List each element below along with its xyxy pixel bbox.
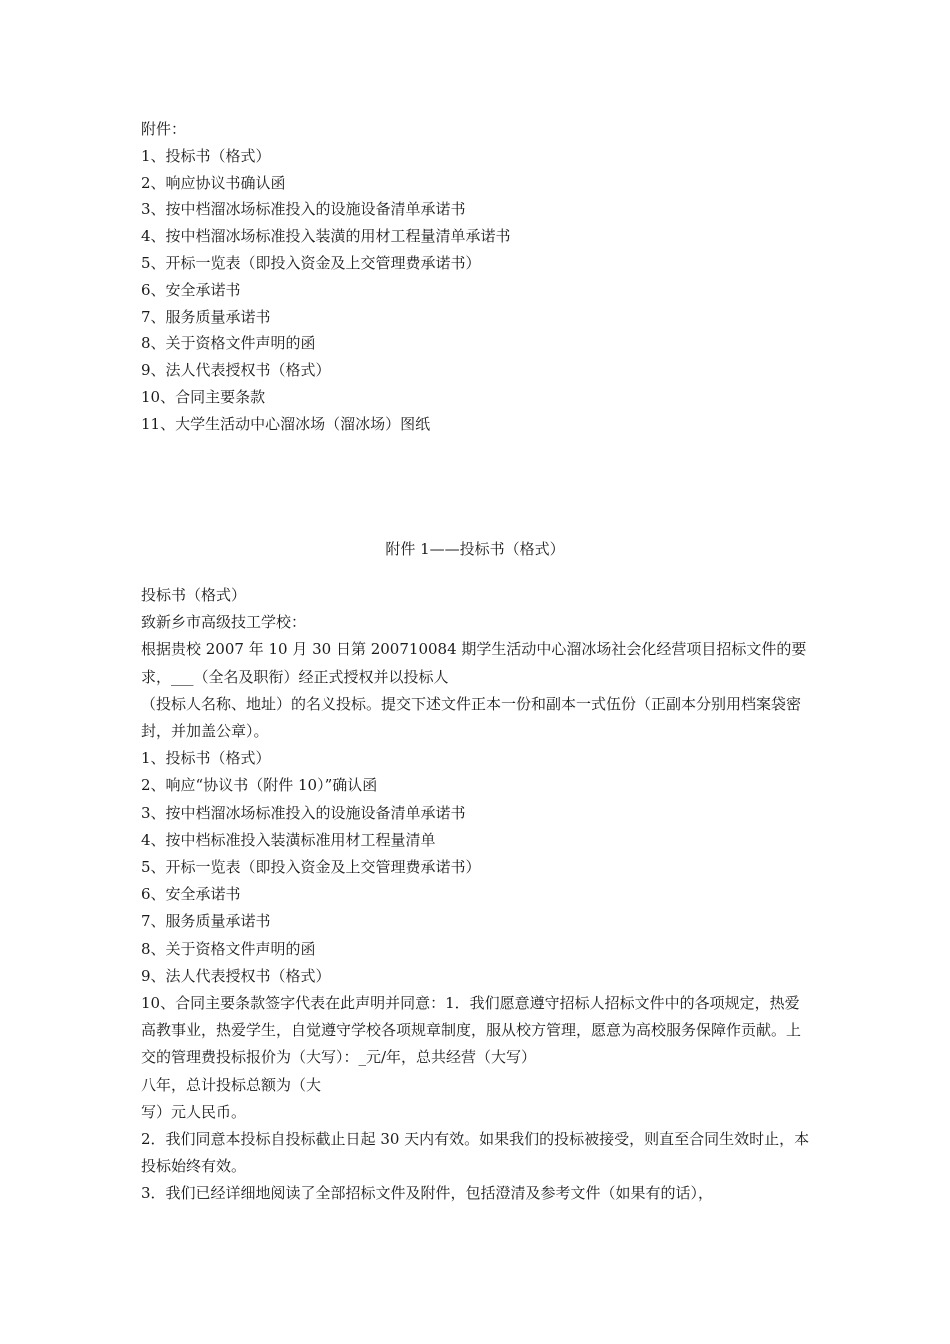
paragraph: 写）元人民币。 bbox=[141, 1102, 247, 1121]
paragraph: 9、法人代表授权书（格式） bbox=[141, 966, 331, 985]
list-item: 4、按中档溜冰场标准投入装潢的用材工程量清单承诺书 bbox=[141, 227, 511, 246]
paragraph: 7、服务质量承诺书 bbox=[141, 912, 271, 931]
paragraph: 4、按中档标准投入装潢标准用材工程量清单 bbox=[141, 830, 436, 849]
list-item: 8、关于资格文件声明的函 bbox=[141, 334, 316, 353]
paragraph: 3、按中档溜冰场标准投入的设施设备清单承诺书 bbox=[141, 803, 466, 822]
list-item: 2、响应协议书确认函 bbox=[141, 173, 286, 192]
paragraph: 2、响应“协议书（附件 10）”确认函 bbox=[141, 776, 378, 795]
paragraph: 10、合同主要条款签字代表在此声明并同意：1．我们愿意遵守招标人招标文件中的各项规定，热爱高教事业，热爱学生，自觉遵守学校各项规章制度，服从校方管理，愿意为高校服务保障作贡献。上交的管理费投标报价为（大写）：_元/年，总共经营（大写） bbox=[141, 994, 802, 1067]
list-item: 3、按中档溜冰场标准投入的设施设备清单承诺书 bbox=[141, 200, 466, 219]
list-item: 10、合同主要条款 bbox=[141, 387, 266, 406]
paragraph: 1、投标书（格式） bbox=[141, 749, 271, 768]
list-item: 6、安全承诺书 bbox=[141, 280, 241, 299]
section-heading: 附件 1——投标书（格式） bbox=[385, 540, 565, 558]
paragraph: 投标书（格式） bbox=[141, 586, 247, 604]
paragraph: 3．我们已经详细地阅读了全部招标文件及附件，包括澄清及参考文件（如果有的话）， bbox=[141, 1184, 714, 1203]
attachments-title: 附件： bbox=[141, 120, 187, 138]
paragraph: 5、开标一览表（即投入资金及上交管理费承诺书） bbox=[141, 858, 481, 877]
paragraph: 8、关于资格文件声明的函 bbox=[141, 939, 316, 958]
paragraph: 6、安全承诺书 bbox=[141, 885, 241, 904]
list-item: 11、大学生活动中心溜冰场（溜冰场）图纸 bbox=[141, 414, 431, 433]
paragraph: 2．我们同意本投标自投标截止日起 30 天内有效。如果我们的投标被接受，则直至合同生效时止，本投标始终有效。 bbox=[141, 1130, 810, 1176]
list-item: 9、法人代表授权书（格式） bbox=[141, 361, 331, 380]
bid-letter-body bbox=[141, 582, 813, 1208]
paragraph: （投标人名称、地址）的名义投标。提交下述文件正本一份和副本一式伍份（正副本分别用档案袋密封，并加盖公章）。 bbox=[141, 694, 802, 741]
paragraph: 八年，总计投标总额为（大 bbox=[141, 1075, 322, 1094]
list-item: 5、开标一览表（即投入资金及上交管理费承诺书） bbox=[141, 253, 481, 272]
attachments-list bbox=[141, 116, 821, 438]
paragraph: 根据贵校 2007 年 10 月 30 日第 200710084 期学生活动中心溜冰场社会化经营项目招标文件的要求，___（全名及职衔）经正式授权并以投标人 bbox=[141, 640, 807, 686]
paragraph: 致新乡市高级技工学校： bbox=[141, 613, 307, 632]
list-item: 7、服务质量承诺书 bbox=[141, 307, 271, 326]
list-item: 1、投标书（格式） bbox=[141, 146, 271, 165]
